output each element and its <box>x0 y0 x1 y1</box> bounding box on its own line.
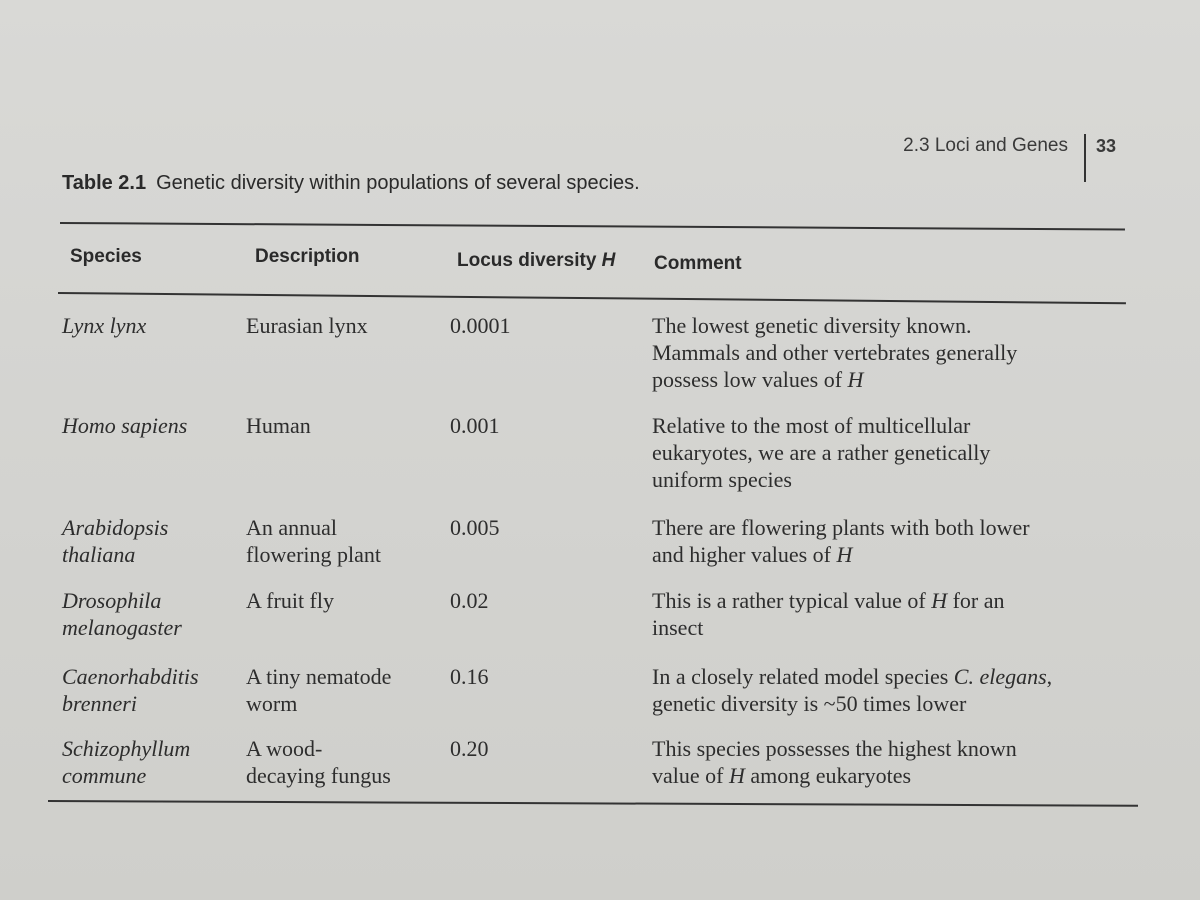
species-cell <box>62 412 242 439</box>
table-label: Table 2.1 <box>62 172 147 194</box>
description-line: A tiny nematode <box>246 664 392 689</box>
locus-diversity-cell: 0.005 <box>450 515 500 540</box>
comment-line: There are flowering plants with both lower <box>652 515 1030 540</box>
species-line: Arabidopsis <box>62 515 169 540</box>
description-cell <box>246 663 446 717</box>
column-header-locus-diversity <box>457 250 615 272</box>
column-header-description: Description <box>255 246 360 267</box>
description-cell <box>246 587 446 614</box>
comment-line: value of H among eukaryotes <box>652 763 912 788</box>
comment-cell <box>652 412 1132 493</box>
species-cell <box>62 663 242 717</box>
species-line: thaliana <box>62 542 136 567</box>
species-cell <box>62 514 242 568</box>
comment-line: Mammals and other vertebrates generally <box>652 340 1018 365</box>
comment-line: This is a rather typical value of H for an <box>652 588 1005 613</box>
locus-diversity-cell: 0.02 <box>450 588 489 613</box>
species-line: Drosophila <box>62 588 162 613</box>
comment-line: This species possesses the highest known <box>652 736 1017 761</box>
column-header-comment: Comment <box>654 253 742 274</box>
comment-line: uniform species <box>652 467 792 492</box>
locus-diversity-cell: 0.20 <box>450 736 489 761</box>
comment-cell <box>652 735 1132 789</box>
column-header-locus-symbol: H <box>601 250 616 271</box>
description-line: worm <box>246 691 298 716</box>
description-line: decaying fungus <box>246 763 391 788</box>
comment-cell <box>652 312 1132 393</box>
table-header-rule <box>58 292 1126 304</box>
section-title: 2.3 Loci and Genes <box>903 135 1068 156</box>
comment-line: eukaryotes, we are a rather genetically <box>652 440 991 465</box>
description-line: flowering plant <box>246 542 382 567</box>
description-line: Human <box>246 413 311 438</box>
comment-line: insect <box>652 615 704 640</box>
table-top-rule <box>60 222 1125 231</box>
comment-cell <box>652 663 1132 717</box>
locus-diversity-cell: 0.16 <box>450 664 489 689</box>
description-cell <box>246 412 446 439</box>
comment-line: possess low values of H <box>652 367 864 392</box>
species-line: Homo sapiens <box>62 413 188 438</box>
page-number: 33 <box>1095 135 1116 156</box>
species-cell <box>62 587 242 641</box>
column-header-species: Species <box>70 246 142 267</box>
description-cell <box>246 735 446 789</box>
comment-cell <box>652 514 1132 568</box>
species-line: Lynx lynx <box>62 313 147 338</box>
comment-line: and higher values of H <box>652 542 853 567</box>
description-cell <box>246 514 446 568</box>
species-line: melanogaster <box>62 615 182 640</box>
header-divider <box>1084 134 1086 182</box>
comment-line: The lowest genetic diversity known. <box>652 313 972 338</box>
species-cell <box>62 312 242 339</box>
comment-line: genetic diversity is ~50 times lower <box>652 691 967 716</box>
table-bottom-rule <box>48 800 1138 807</box>
locus-diversity-cell: 0.0001 <box>450 313 511 338</box>
comment-line: In a closely related model species C. elegans, <box>652 664 1053 689</box>
species-cell <box>62 735 242 789</box>
species-line: Caenorhabditis <box>62 664 199 689</box>
locus-diversity-cell: 0.001 <box>450 413 500 438</box>
species-line: Schizophyllum <box>62 736 191 761</box>
species-line: brenneri <box>62 691 137 716</box>
table-title: Genetic diversity within populations of several species. <box>156 172 640 194</box>
table-caption <box>62 172 640 195</box>
description-line: Eurasian lynx <box>246 313 368 338</box>
comment-cell <box>652 587 1132 641</box>
description-line: A wood- <box>246 736 323 761</box>
description-line: A fruit fly <box>246 588 334 613</box>
description-cell <box>246 312 446 339</box>
comment-line: Relative to the most of multicellular <box>652 413 971 438</box>
species-line: commune <box>62 763 147 788</box>
column-header-locus-label: Locus diversity <box>457 250 597 271</box>
running-head <box>903 122 1116 170</box>
description-line: An annual <box>246 515 338 540</box>
